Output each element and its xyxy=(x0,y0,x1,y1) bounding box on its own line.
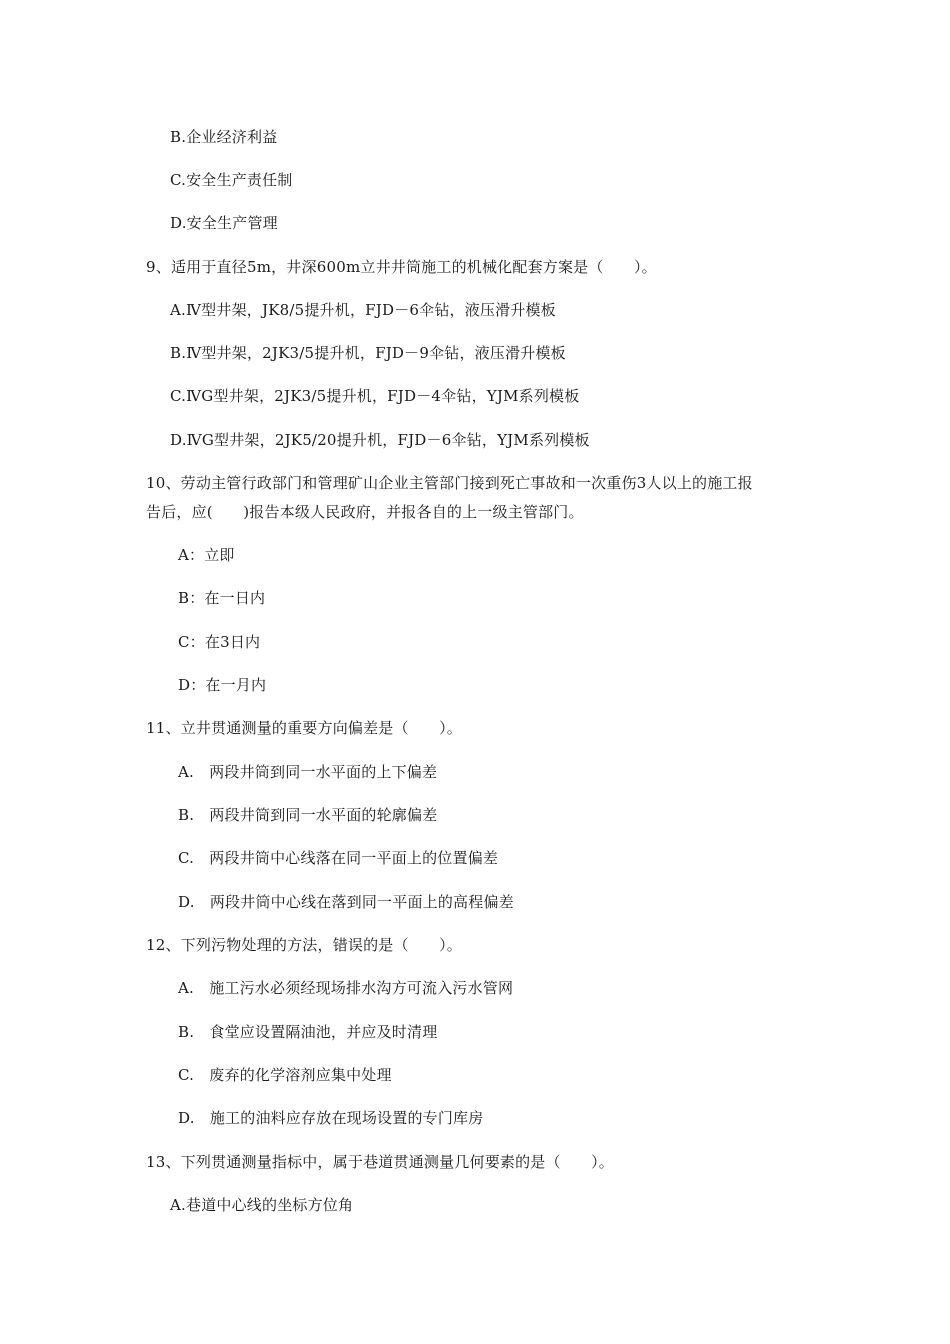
option-8b: B.企业经济利益 xyxy=(170,128,278,146)
question-10-line2: 告后，应( )报告本级人民政府，并报各自的上一级主管部门。 xyxy=(146,503,584,521)
option-12c: C. 废弃的化学溶剂应集中处理 xyxy=(178,1066,392,1084)
option-9c: C.ⅣG型井架，2JK3/5提升机，FJD－4伞钻，YJM系列模板 xyxy=(170,387,580,405)
option-12a: A. 施工污水必须经现场排水沟方可流入污水管网 xyxy=(178,979,514,997)
question-12: 12、下列污物处理的方法，错误的是（ ）。 xyxy=(146,936,462,954)
option-10d: D：在一月内 xyxy=(178,676,267,694)
option-8c: C.安全生产责任制 xyxy=(170,171,293,189)
option-10c: C：在3日内 xyxy=(178,633,261,651)
option-9d: D.ⅣG型井架，2JK5/20提升机，FJD－6伞钻，YJM系列模板 xyxy=(170,431,590,449)
option-11c: C. 两段井筒中心线落在同一平面上的位置偏差 xyxy=(178,849,499,867)
option-9b: B.Ⅳ型井架，2JK3/5提升机，FJD－9伞钻，液压滑升模板 xyxy=(170,344,566,362)
option-11d: D. 两段井筒中心线在落到同一平面上的高程偏差 xyxy=(178,893,514,911)
option-10a: A：立即 xyxy=(178,546,235,564)
option-9a: A.Ⅳ型井架，JK8/5提升机，FJD－6伞钻，液压滑升模板 xyxy=(170,301,556,319)
question-10-line1: 10、劳动主管行政部门和管理矿山企业主管部门接到死亡事故和一次重伤3人以上的施工报 xyxy=(146,474,753,492)
question-13: 13、下列贯通测量指标中，属于巷道贯通测量几何要素的是（ ）。 xyxy=(146,1153,614,1171)
option-11b: B. 两段井筒到同一水平面的轮廓偏差 xyxy=(178,806,438,824)
option-8d: D.安全生产管理 xyxy=(170,214,278,232)
option-12d: D. 施工的油料应存放在现场设置的专门库房 xyxy=(178,1109,484,1127)
option-12b: B. 食堂应设置隔油池，并应及时清理 xyxy=(178,1023,438,1041)
option-13a: A.巷道中心线的坐标方位角 xyxy=(170,1196,354,1214)
option-10b: B：在一日内 xyxy=(178,589,266,607)
question-9: 9、适用于直径5m，井深600m立井井筒施工的机械化配套方案是（ ）。 xyxy=(146,258,657,276)
option-11a: A. 两段井筒到同一水平面的上下偏差 xyxy=(178,763,438,781)
question-11: 11、立井贯通测量的重要方向偏差是（ ）。 xyxy=(146,719,462,737)
